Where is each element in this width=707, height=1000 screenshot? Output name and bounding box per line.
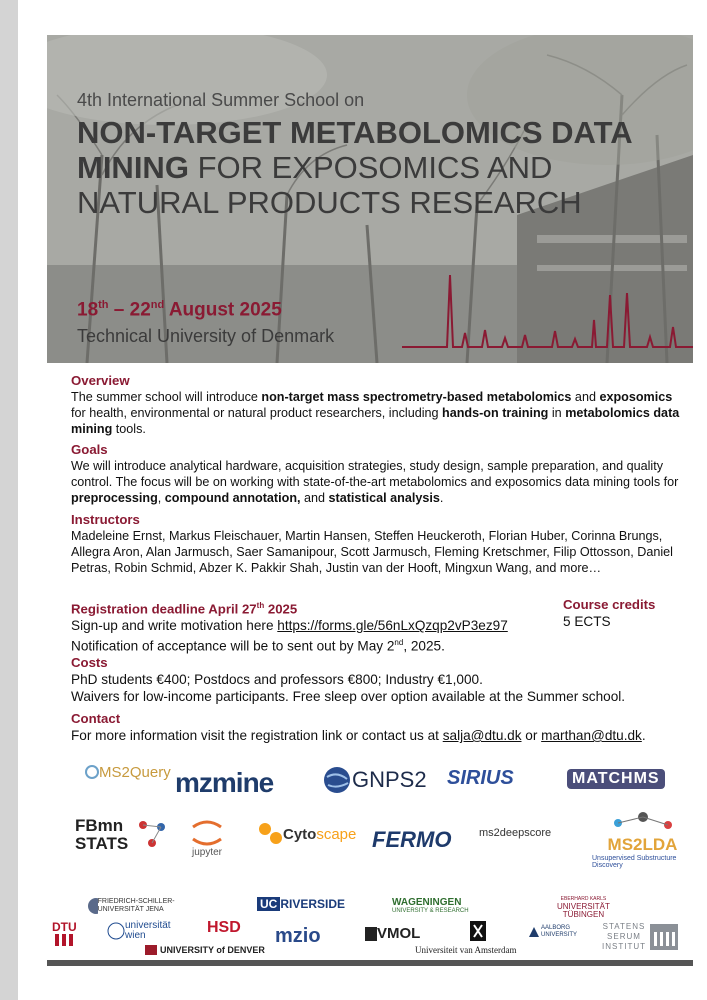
registration-heading-suffix: th [256,601,265,610]
overview-bold-part: non-target mass spectrometry-based metabolomics [261,390,572,404]
credits-heading: Course credits [563,597,656,612]
date-end: 22 [129,299,151,321]
costs-line-2: Waivers for low-income participants. Free sleep over option available at the Summer school. [71,689,626,704]
aalborg-line-b: UNIVERSITY [541,932,578,938]
amsterdam-logo [415,945,516,955]
email-link-marthan[interactable]: marthan@dtu.dk [541,728,642,743]
cytoscape-logo [257,821,356,847]
email-link-salja[interactable]: salja@dtu.dk [442,728,522,743]
overview-text-part: for health, environmental or natural product researchers, including [71,406,443,420]
fermo-logo [372,827,451,853]
ucr-label: RIVERSIDE [280,897,346,911]
overview-section [71,373,681,437]
jena-logo [87,897,182,915]
goals-text-part: and [300,491,329,505]
mzio-logo [275,925,321,948]
ms2deepscore-label: ms2deepscore [479,827,552,839]
ms2lda-logo [592,811,693,869]
credits-section [563,597,683,630]
aalborg-logo [527,925,577,939]
overview-bold-part: metabolomics data mining [71,406,680,436]
ssi-line-b: SERUM [607,932,641,941]
overview-heading: Overview [71,373,130,388]
contact-text [71,727,681,744]
goals-heading: Goals [71,442,108,457]
fermo-label: FERMO [372,827,452,852]
title-rest: FOR EXPOSOMICS AND NATURAL PRODUCTS RESEARCH [77,150,582,220]
registration-form-link[interactable]: https://forms.gle/56nLxQzqp2vP3ez97 [277,618,508,634]
spectrum-graphic [402,235,693,355]
globe-icon [322,765,352,795]
notification-year: , 2025. [403,638,445,654]
wageningen-subtitle: UNIVERSITY & RESEARCH [392,908,469,914]
date-start: 18 [77,299,99,321]
event-dates [77,299,282,321]
overview-text-part: The summer school will introduce [71,390,262,404]
overview-text-part: tools. [112,422,146,436]
denver-mark-icon [145,945,157,955]
gnps2-label: GNPS2 [352,767,427,792]
notification-suffix: nd [394,638,404,648]
mzmine-logo [175,767,273,799]
amsterdam-crest-icon [470,921,486,941]
contact-lead: For more information visit the registration link or contact us at [71,728,443,743]
molecule-icon [608,811,678,835]
cytoscape-icon [257,821,283,847]
jena-seal-icon [87,897,98,915]
overview-bold-part: exposomics [599,390,673,404]
dtu-logo [52,920,77,946]
wien-line-a: universität [125,920,171,931]
credits-value: 5 ECTS [563,614,611,629]
aalborg-line-a: AALBORG [541,925,571,931]
matchms-label: MATCHMS [572,770,660,787]
notification-text: Notification of acceptance will be to sent out by May 2 [71,638,395,654]
ssi-line-c: INSTITUT [602,942,646,951]
instructors-heading: Instructors [71,512,140,527]
denver-label: UNIVERSITY of DENVER [160,945,265,955]
ssi-line-a: STATENS [602,922,646,931]
contact-end: . [641,728,646,743]
jupyter-logo [187,817,227,858]
fbmn-stats-label: FBmn STATS [75,816,129,853]
registration-heading-year: 2025 [264,601,298,617]
wageningen-label: WAGENINGEN [392,897,462,908]
overview-bold-part: hands-on training [442,406,549,420]
title-bold: NON-TARGET METABOLOMICS DATA MINING [77,115,632,185]
ms2lda-subtitle: Unsupervised Substructure Discovery [592,855,677,869]
aalborg-icon [527,925,541,939]
ucr-mark: UC [257,897,280,911]
instructors-section [71,512,681,576]
contact-section [71,711,681,744]
signup-text: Sign-up and write motivation here [71,618,278,634]
registration-heading [71,598,551,617]
amsterdam-label: Universiteit van Amsterdam [415,945,517,955]
event-title [77,115,677,220]
vmol-mark-icon [365,927,377,941]
cytoscape-label-b: scape [316,825,357,843]
amsterdam-crest [470,921,486,941]
overview-text-part: and [571,390,600,404]
tuebingen-line-c: TÜBINGEN [562,910,605,919]
page-margin-bar [0,0,18,1000]
goals-bold-part: compound annotation, [164,491,301,505]
date-start-suffix: th [98,299,109,311]
wien-seal-icon [107,922,125,940]
registration-signup-line [71,617,551,634]
wien-line-b: wien [125,930,146,941]
registration-section [71,598,551,655]
costs-section [71,655,681,705]
registration-heading-text: Registration deadline April 27 [71,601,257,617]
jupyter-icon [187,817,227,847]
costs-heading: Costs [71,655,108,670]
overview-text-part: in [548,406,566,420]
ucr-logo [257,897,345,911]
cytoscape-label-a: Cyto [283,825,317,843]
ms2query-label: MS2Query [99,763,171,781]
tuebingen-line-a: EBERHARD KARLS [560,896,607,902]
date-separator: – [108,299,130,321]
goals-text-part: . [439,491,444,505]
goals-text-part: , [157,491,165,505]
ms2deepscore-logo [479,827,551,839]
ssi-building-icon [650,924,678,950]
mzmine-label: mzmine [175,767,274,798]
mzio-label: mzio [275,925,321,947]
denver-logo [145,945,265,955]
vmol-label: VMOL [377,925,421,942]
tuebingen-logo [557,895,610,919]
edition-text: 4th International Summer School on [77,90,365,110]
ms2lda-label: MS2LDA [607,835,678,854]
hero-banner [47,35,693,363]
costs-line-1: PhD students €400; Postdocs and professors €800; Industry €1,000. [71,672,483,687]
sirius-label: SIRIUS [447,767,514,789]
ms2query-mark-icon [85,763,99,781]
ssi-logo [602,922,678,952]
hsd-logo [207,919,241,937]
footer-rule [47,960,693,966]
tuebingen-line-b: UNIVERSITÄT [557,902,610,911]
registration-notification-line [71,634,551,655]
event-venue: Technical University of Denmark [77,326,335,346]
overview-text [71,389,681,437]
fbmn-stats-logo [75,817,170,853]
wageningen-logo [392,897,469,914]
hsd-label: HSD [207,919,241,936]
date-month-year: August 2025 [164,299,282,321]
vmol-logo [365,925,420,942]
wien-logo [107,921,171,941]
goals-text-part: We will introduce analytical hardware, acquisition strategies, study design, sample preparation, and quality control. The focus will be on working with state-of-the-art metabolomics and exposomics data mining tools for [71,459,679,489]
goals-bold-part: preprocessing [71,491,158,505]
fbmn-network-icon [135,817,169,853]
sirius-logo [447,767,514,790]
matchms-logo [567,769,665,789]
dtu-label: DTU [52,920,77,934]
jena-label: FRIEDRICH-SCHILLER-UNIVERSITÄT JENA [97,898,175,913]
date-end-suffix: nd [150,299,165,311]
goals-section [71,442,681,506]
ms2query-logo [85,763,171,781]
dtu-mark-icon [53,934,75,946]
gnps2-logo [322,765,427,795]
goals-bold-part: statistical analysis [328,491,440,505]
contact-or: or [521,728,542,743]
jupyter-label: jupyter [191,847,222,858]
logos-area [47,755,693,955]
contact-heading: Contact [71,711,121,726]
instructors-list: Madeleine Ernst, Markus Fleischauer, Martin Hansen, Steffen Heuckeroth, Florian Huber, Corinna Brungs, Allegra Aron, Alan Jarmusch, Saer Samanipour, Scott Jarmusch, Fleming Kretschmer, Filip Ottosson, Daniel Petras, Robin Schmid, Abzer K. Pakkir Shah, Justin van der Hooft, Mingxun Wang, and more… [71,529,673,575]
goals-text [71,458,681,506]
